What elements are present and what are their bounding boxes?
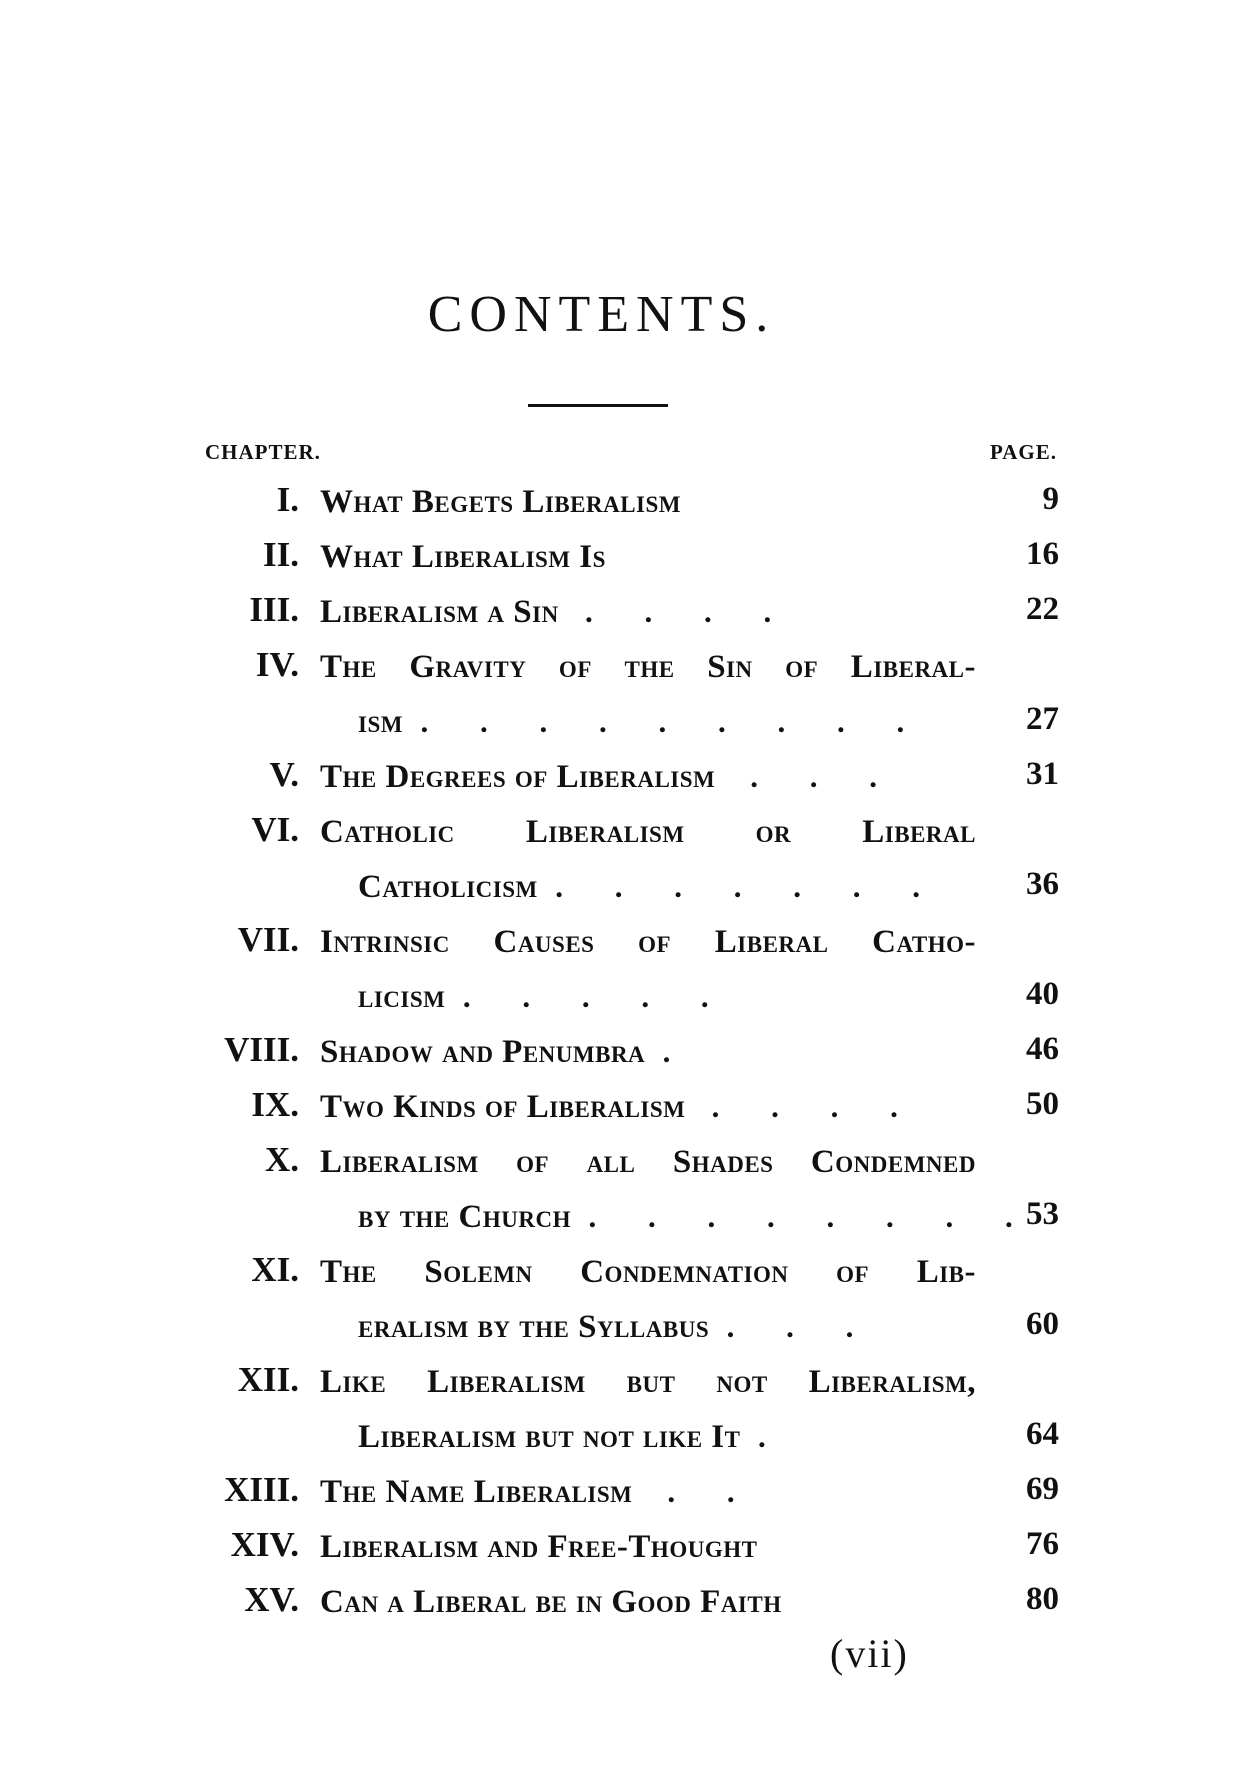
toc-line-chapter-8 bbox=[0, 1026, 1259, 1081]
page-number: 40 bbox=[1026, 976, 1059, 1012]
chapter-title-text: eralism by the Syllabus bbox=[358, 1309, 710, 1345]
toc-line-chapter-4-cont bbox=[0, 696, 1259, 751]
page-number: 36 bbox=[1026, 866, 1059, 902]
chapter-column-header: CHAPTER. bbox=[205, 440, 321, 464]
chapter-title-text: Liberalism a Sin bbox=[320, 594, 559, 630]
page-folio: (vii) bbox=[830, 1631, 909, 1676]
dot-leader: . . . bbox=[750, 759, 899, 794]
dot-leader: . . . . . . . . bbox=[588, 1199, 1035, 1234]
chapter-title-text: The Name Liberalism bbox=[320, 1474, 633, 1510]
chapter-number: VI. bbox=[251, 810, 299, 849]
chapter-number: XIII. bbox=[224, 1470, 299, 1509]
page-number: 9 bbox=[1042, 481, 1059, 517]
toc-line-chapter-9 bbox=[0, 1081, 1259, 1136]
toc-line-chapter-6 bbox=[0, 806, 1259, 861]
chapter-number: XII. bbox=[237, 1360, 299, 1399]
toc-line-chapter-12-cont bbox=[0, 1411, 1259, 1466]
toc-line-chapter-11-cont bbox=[0, 1301, 1259, 1356]
chapter-title bbox=[320, 594, 793, 631]
chapter-number: II. bbox=[263, 535, 299, 574]
toc-line-chapter-2 bbox=[0, 531, 1259, 586]
chapter-title-continuation bbox=[358, 979, 731, 1016]
chapter-title-continuation bbox=[358, 869, 942, 906]
toc-line-chapter-7 bbox=[0, 916, 1259, 971]
chapter-title bbox=[320, 759, 899, 796]
page-number: 22 bbox=[1026, 591, 1059, 627]
page-number: 46 bbox=[1026, 1031, 1059, 1067]
page-number: 64 bbox=[1026, 1416, 1059, 1452]
chapter-title bbox=[320, 1089, 920, 1126]
page-number: 76 bbox=[1026, 1526, 1059, 1562]
chapter-title-text: What Begets Liberalism bbox=[320, 484, 682, 520]
toc-line-chapter-1 bbox=[0, 476, 1259, 531]
dot-leader: . bbox=[758, 1419, 788, 1454]
chapter-title-text: Catholicism bbox=[358, 869, 538, 905]
chapter-title-text: Can a Liberal be in Good Faith bbox=[320, 1584, 782, 1620]
chapter-number: V. bbox=[269, 755, 299, 794]
chapter-title-continuation bbox=[358, 1309, 875, 1346]
chapter-number: IV. bbox=[255, 645, 299, 684]
chapter-number: XV. bbox=[244, 1580, 299, 1619]
toc-line-chapter-10 bbox=[0, 1136, 1259, 1191]
dot-leader: . . . . . bbox=[462, 979, 731, 1014]
page-number: 16 bbox=[1026, 536, 1059, 572]
chapter-title-continuation bbox=[358, 704, 926, 741]
dot-leader: . . bbox=[667, 1474, 757, 1509]
toc-line-chapter-5 bbox=[0, 751, 1259, 806]
chapter-title-text: Shadow and Penumbra bbox=[320, 1034, 646, 1070]
chapter-number: IX. bbox=[251, 1085, 299, 1124]
table-of-contents bbox=[0, 476, 1259, 1631]
chapter-title-text: by the Church bbox=[358, 1199, 571, 1235]
chapter-title-continuation bbox=[358, 1199, 1035, 1236]
chapter-number: VIII. bbox=[224, 1030, 299, 1069]
chapter-title-text: Two Kinds of Liberalism bbox=[320, 1089, 686, 1125]
dot-leader: . . . . bbox=[711, 1089, 920, 1124]
dot-leader: . . . . bbox=[584, 594, 794, 629]
toc-line-chapter-6-cont bbox=[0, 861, 1259, 916]
chapter-number: III. bbox=[249, 590, 299, 629]
dot-leader: . . . . . . . . . bbox=[420, 704, 927, 739]
chapter-title bbox=[320, 539, 606, 576]
page-number: 69 bbox=[1026, 1471, 1059, 1507]
chapter-number: XIV. bbox=[230, 1525, 299, 1564]
toc-line-chapter-11 bbox=[0, 1246, 1259, 1301]
chapter-title: Like Liberalism but not Liberalism, bbox=[320, 1364, 976, 1400]
chapter-number: X. bbox=[264, 1140, 299, 1179]
page-column-header: PAGE. bbox=[989, 440, 1057, 464]
toc-line-chapter-10-cont bbox=[0, 1191, 1259, 1246]
toc-line-chapter-13 bbox=[0, 1466, 1259, 1521]
dot-leader: . bbox=[662, 1034, 693, 1069]
page-number: 60 bbox=[1026, 1306, 1059, 1342]
chapter-title-text: The Degrees of Liberalism bbox=[320, 759, 716, 795]
page-number: 27 bbox=[1026, 701, 1059, 737]
toc-line-chapter-14 bbox=[0, 1521, 1259, 1576]
toc-line-chapter-4 bbox=[0, 641, 1259, 696]
chapter-number: XI. bbox=[251, 1250, 299, 1289]
chapter-title-continuation bbox=[358, 1419, 788, 1456]
dot-leader: . . . . . . . bbox=[555, 869, 942, 904]
chapter-title: Liberalism of all Shades Condemned bbox=[320, 1144, 976, 1180]
chapter-title bbox=[320, 1584, 782, 1621]
page-number: 50 bbox=[1026, 1086, 1059, 1122]
chapter-title bbox=[320, 1474, 757, 1511]
chapter-title: Intrinsic Causes of Liberal Catho- bbox=[320, 924, 976, 960]
chapter-title-text: What Liberalism Is bbox=[320, 539, 606, 575]
page-number: 31 bbox=[1026, 756, 1059, 792]
chapter-title-text: Liberalism and Free-Thought bbox=[320, 1529, 758, 1565]
page-title: CONTENTS. bbox=[427, 286, 776, 343]
title-rule bbox=[528, 404, 668, 407]
toc-line-chapter-12 bbox=[0, 1356, 1259, 1411]
chapter-title: Catholic Liberalism or Liberal bbox=[320, 814, 976, 850]
toc-line-chapter-15 bbox=[0, 1576, 1259, 1631]
page-number: 53 bbox=[1026, 1196, 1059, 1232]
chapter-title-text: licism bbox=[358, 979, 446, 1015]
chapter-number: VII. bbox=[237, 920, 299, 959]
chapter-title: The Gravity of the Sin of Liberal- bbox=[320, 649, 976, 685]
chapter-title-text: Liberalism but not like It bbox=[358, 1419, 741, 1455]
page-number: 80 bbox=[1026, 1581, 1059, 1617]
chapter-title bbox=[320, 484, 681, 521]
chapter-title bbox=[320, 1034, 692, 1071]
toc-line-chapter-7-cont bbox=[0, 971, 1259, 1026]
toc-line-chapter-3 bbox=[0, 586, 1259, 641]
dot-leader: . . . bbox=[726, 1309, 876, 1344]
chapter-title: The Solemn Condemnation of Lib- bbox=[320, 1254, 976, 1290]
chapter-title-text: ism bbox=[358, 704, 403, 740]
chapter-title bbox=[320, 1529, 757, 1566]
chapter-number: I. bbox=[276, 480, 299, 519]
